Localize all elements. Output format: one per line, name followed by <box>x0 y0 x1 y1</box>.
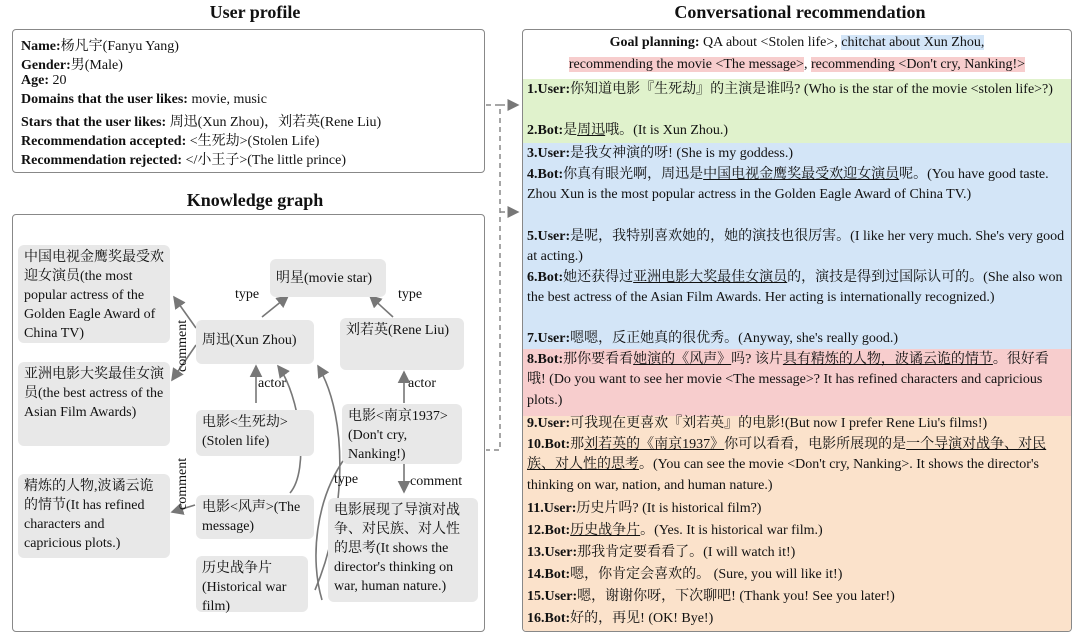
node-golden-eagle: 中国电视金鹰奖最受欢迎女演员(the most popular actress of the Golden Eagle Award of China TV) <box>18 245 170 343</box>
edge-label-type2: type <box>398 287 423 302</box>
node-nanking: 电影<南京1937>(Don't cry, Nanking!) <box>342 404 462 464</box>
edge-zhouxun-moviestar <box>262 296 288 317</box>
turn-1: 1.User:你知道电影『生死劫』的主演是谁吗? (Who is the star of the movie <stolen life>?) <box>527 82 1053 97</box>
edge-label-type3: type <box>334 472 359 487</box>
turn-8: 8.Bot:那你要看看她演的《风声》吗? 该片具有精炼的人物，波谲云诡的情节。很好看哦! (Do you want to see her movie <The message>? It has refined characters and capricious plots.) <box>527 352 1049 408</box>
node-zhou-xun: 周迅(Xun Zhou) <box>196 320 314 364</box>
dashed-link-profile <box>486 105 500 450</box>
edge-label-actor1: actor <box>258 376 286 391</box>
node-thinking: 电影展现了导演对战争、对民族、对人性的思考(It shows the director's thinking on war, human nature.) <box>328 498 478 602</box>
edge-label-comment3: comment <box>410 474 463 489</box>
goal-chitchat: chitchat about Xun Zhou, <box>841 35 985 50</box>
turn-5: 5.User:是呢，我特别喜欢她的，她的演技也很厉害。(I like her very much. She's very good at acting.) <box>527 229 1065 265</box>
turn-11: 11.User:历史片吗? (It is historical film?) <box>527 501 762 516</box>
node-movie-star: 明星(movie star) <box>270 259 386 297</box>
profile-row-stars: Stars that the user likes: 周迅(Xun Zhou)，刘若英(Rene Liu) <box>21 115 382 130</box>
profile-row-accepted: Recommendation accepted: <生死劫>(Stolen Life) <box>21 134 320 149</box>
turn-15: 15.User:嗯，谢谢你呀，下次聊吧! (Thank you! See you later!) <box>527 589 895 604</box>
turn-12: 12.Bot:历史战争片。(Yes. It is historical war film.) <box>527 523 823 538</box>
edge-label-comment2: comment <box>175 457 190 510</box>
node-asian-film: 亚洲电影大奖最佳女演员(the best actress of the Asian Film Awards) <box>18 362 170 446</box>
profile-row-rejected: Recommendation rejected: </小王子>(The little prince) <box>21 153 346 168</box>
profile-row-gender: Gender:男(Male) <box>21 58 123 73</box>
conversation-box <box>522 29 1072 632</box>
turn-16: 16.Bot:好的，再见! (OK! Bye!) <box>527 611 714 626</box>
turn-14: 14.Bot:嗯，你肯定会喜欢的。 (Sure, you will like it!) <box>527 567 843 582</box>
turn-9: 9.User:可我现在更喜欢『刘若英』的电影!(But now I prefer Rene Liu's films!) <box>527 416 988 431</box>
node-stolen-life: 电影<生死劫>(Stolen life) <box>196 410 314 456</box>
edge-label-actor2: actor <box>408 376 436 391</box>
node-rene-liu: 刘若英(Rene Liu) <box>340 318 464 370</box>
node-war-film: 历史战争片(Historical war film) <box>196 556 308 612</box>
turn-3: 3.User:是我女神演的呀! (She is my goddess.) <box>527 146 793 161</box>
goal-qa: QA about <Stolen life> <box>703 35 835 50</box>
turn-10: 10.Bot:那刘若英的《南京1937》你可以看看，电影所展现的是一个导演对战争、对民族、对人性的思考。(You can see the movie <Don't cry, Nanking>. It shows the director's thinking on war, nation, and human nature.) <box>527 437 1047 493</box>
user-profile-title: User profile <box>209 2 301 22</box>
node-the-message: 电影<风声>(The message) <box>196 495 314 539</box>
edge-label-type1: type <box>235 287 260 302</box>
goal-planning-label: Goal planning: <box>609 35 700 50</box>
turn-4: 4.Bot:你真有眼光啊，周迅是中国电视金鹰奖最受欢迎女演员呢。(You have good taste. Zhou Xun is the most popular actress in the Golden Eagle Award of China TV.) <box>527 167 1049 203</box>
turn-13: 13.User:那我肯定要看看了。(I will watch it!) <box>527 545 796 560</box>
knowledge-graph-title: Knowledge graph <box>186 190 324 210</box>
conversation-title: Conversational recommendation <box>674 2 926 22</box>
turn-7: 7.User:嗯嗯，反正她真的很优秀。(Anyway, she's really good.) <box>527 331 899 346</box>
profile-row-age: Age: 20 <box>21 73 67 88</box>
turn-6: 6.Bot:她还获得过亚洲电影大奖最佳女演员的，演技是得到过国际认可的。(She also won the best actress of the Asian Film Awards. Her acting is internationally recognized.) <box>527 270 1063 306</box>
edge-reneliu-moviestar <box>370 296 393 317</box>
goal-planning: Goal planning: QA about <Stolen life>, chitchat about Xun Zhou, recommending the movie <The message>, recommending <Don't cry, Nanking!> <box>568 35 1026 72</box>
turn-2: 2.Bot:是周迅哦。(It is Xun Zhou.) <box>527 123 729 138</box>
profile-row-name: Name:杨凡宇(Fanyu Yang) <box>21 39 179 54</box>
edge-label-comment1: comment <box>175 319 190 372</box>
goal-recommend-nanking: recommending <Don't cry, Nanking!> <box>810 57 1026 72</box>
node-refined-chars: 精炼的人物,波谲云诡的情节(It has refined characters and capricious plots.) <box>18 474 170 558</box>
profile-row-domains: Domains that the user likes: movie, music <box>21 92 267 107</box>
goal-recommend-message: recommending the movie <The message> <box>568 57 804 72</box>
